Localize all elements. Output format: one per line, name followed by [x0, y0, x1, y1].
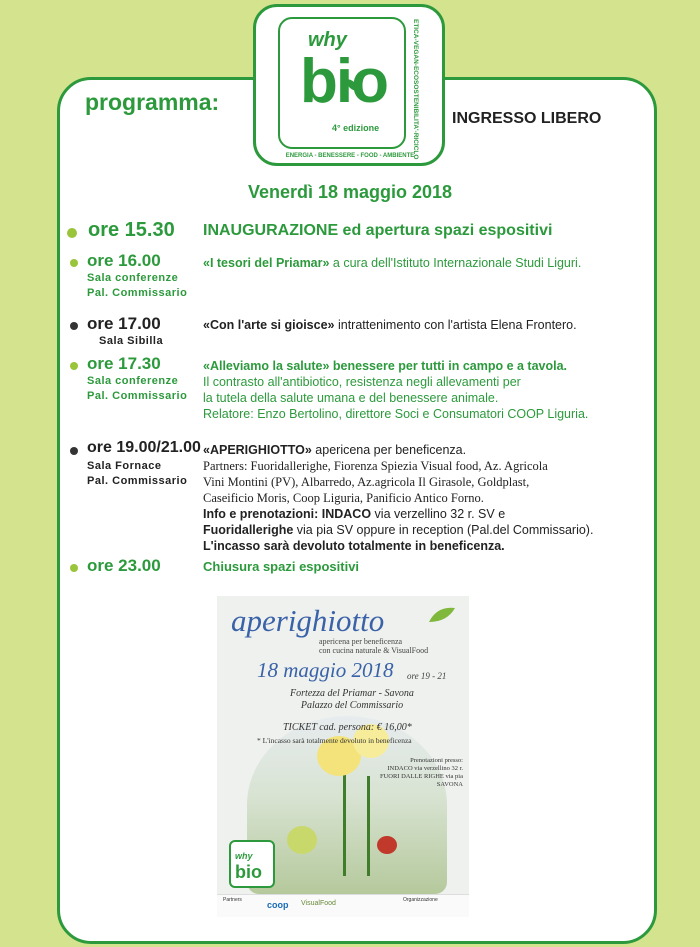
event-desc: a cura dell'Istituto Internazionale Studi Liguri.: [329, 256, 582, 270]
visualfood-logo: VisualFood: [301, 900, 336, 907]
info-indaco: INDACO: [318, 507, 372, 521]
poster-info-line: SAVONA: [436, 781, 463, 788]
poster-why-bio-logo: [229, 840, 275, 888]
event-time: ore 17.00: [87, 314, 161, 333]
event-location: Pal. Commissario: [87, 287, 188, 299]
partners-line: Vini Montini (PV), Albarredo, Az.agricola Il Girasole, Goldplast,: [203, 475, 530, 489]
partners-line: Partners: Fuoridallerighe, Fiorenza Spiezia Visual food, Az. Agricola: [203, 459, 548, 473]
leaf-icon: [427, 606, 457, 624]
event-title: «Alleviamo la salute» benessere per tutti in campo e a tavola.: [203, 359, 568, 373]
poster-footer-sponsors: [217, 894, 469, 917]
bullet-icon: [70, 362, 78, 370]
bullet-icon: [67, 228, 77, 238]
event-location: Sala Fornace: [87, 460, 162, 472]
event-time: ore 16.00: [87, 251, 161, 270]
poster-subtitle: [319, 637, 428, 655]
event-title: INAUGURAZIONE ed apertura spazi espositivi: [203, 222, 553, 239]
event-time: ore 23.00: [87, 556, 161, 575]
coop-logo: coop: [267, 900, 289, 910]
bullet-icon: [70, 322, 78, 330]
poster-date: 18 maggio 2018: [257, 658, 394, 682]
event-location: Sala conferenze: [87, 272, 179, 284]
event-title: «APERIGHIOTTO»: [203, 443, 312, 457]
event-desc: intrattenimento con l'artista Elena Frontero.: [334, 318, 577, 332]
event-description: [203, 256, 581, 270]
bullet-icon: [70, 447, 78, 455]
poster-incasso: * L'incasso sarà totalmente devoluto in beneficenza: [257, 736, 412, 745]
event-date: Venerdì 18 maggio 2018: [247, 182, 453, 202]
poster-title: aperighiotto: [231, 603, 385, 638]
event-location: Sala conferenze: [87, 375, 179, 387]
info-line: [203, 523, 593, 537]
info-fuori-rest: via pia SV oppure in reception (Pal.del Commissario).: [293, 523, 594, 537]
poster-time: ore 19 - 21: [407, 671, 447, 681]
event-desc: apericena per beneficenza.: [311, 443, 467, 457]
poster-place-line: Palazzo del Commissario: [300, 700, 404, 711]
poster-info-line: INDACO via verzellino 32 r.: [387, 765, 463, 772]
programma-heading: programma:: [85, 89, 220, 115]
event-location: Pal. Commissario: [87, 390, 188, 402]
event-location: Pal. Commissario: [87, 475, 188, 487]
info-line: [203, 507, 505, 521]
partners-label: Partners: [223, 897, 242, 903]
event-title: «Con l'arte si gioisce»: [203, 318, 335, 332]
poster-place-line: Fortezza del Priamar - Savona: [290, 688, 414, 699]
red-berry: [377, 836, 397, 854]
poster-logo-why: why: [235, 851, 253, 861]
bullet-icon: [70, 564, 78, 572]
event-title: «I tesori del Priamar»: [203, 256, 330, 270]
poster-info: [367, 757, 463, 789]
poster-sub-line: con cucina naturale & VisualFood: [319, 646, 429, 655]
incasso-note: L'incasso sarà devoluto totalmente in beneficenza.: [203, 539, 505, 553]
info-label: Info e prenotazioni:: [203, 507, 319, 521]
info-address: via verzellino 32 r. SV e: [371, 507, 506, 521]
poster-info-line: FUORI DALLE RIGHE via pia: [379, 773, 463, 780]
event-title: Chiusura spazi espositivi: [203, 559, 360, 574]
poster-sub-line: apericena per beneficenza: [319, 637, 403, 646]
event-location: Sala Sibilla: [99, 335, 164, 347]
event-description: [203, 443, 466, 457]
poster-logo-bio: bio: [235, 862, 262, 882]
partners-line: Caseificio Moris, Coop Liguria, Panificio Antico Forno.: [203, 491, 484, 505]
logo-edition: 4° edizione: [332, 123, 380, 133]
event-time: ore 19.00/21.00: [87, 439, 201, 456]
info-fuori: Fuoridallerighe: [203, 523, 294, 537]
poster-place: [277, 688, 427, 712]
bullet-icon: [70, 259, 78, 267]
poster-info-line: Prenotazioni presso:: [410, 757, 463, 764]
event-speaker: Relatore: Enzo Bertolino, direttore Soci e Consumatori COOP Liguria.: [203, 407, 589, 421]
poster-ticket: TICKET cad. persona: € 16,00*: [283, 722, 412, 733]
logo-vertical-tagline: ETICA-VEGAN-ECOSOSTENIBILITA'-RICICLO: [412, 19, 419, 160]
event-time: ore 15.30: [88, 219, 175, 241]
event-time: ore 17.30: [87, 354, 161, 373]
ingresso-libero: INGRESSO LIBERO: [452, 110, 602, 127]
event-desc-line: Il contrasto all'antibiotico, resistenza negli allevamenti per: [203, 375, 521, 389]
logo-frame: [278, 17, 406, 149]
event-description: [203, 318, 577, 332]
green-plant: [287, 826, 317, 854]
flower-stem: [367, 776, 370, 876]
aperighiotto-poster: [217, 596, 469, 917]
organizzazione-label: Organizzazione: [403, 897, 438, 903]
poster-logo-text: [235, 848, 262, 880]
logo-why-text: why: [308, 29, 347, 51]
logo-bio-text: bio: [300, 47, 387, 116]
logo-tagline: ENERGIA - BENESSERE - FOOD - AMBIENTE: [285, 153, 415, 159]
event-desc-line: la tutela della salute umana e del benessere animale.: [203, 391, 499, 405]
why-bio-logo: [253, 4, 445, 166]
